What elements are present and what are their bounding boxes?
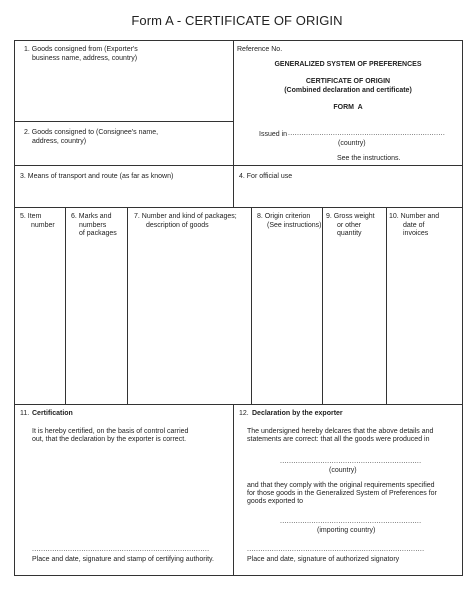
form-name: FORM A	[333, 104, 363, 111]
box11-signature-caption: Place and date, signature and stamp of certifying authority.	[32, 556, 214, 563]
divider-col8	[251, 207, 252, 404]
issued-in-country-caption: (country)	[338, 140, 366, 147]
col8-header: 8. Origin criterion	[257, 213, 311, 220]
box11-signature-field[interactable]: ...............................................................................	[32, 546, 210, 553]
divider-box1-box2	[15, 121, 233, 122]
reference-label: Reference No.	[237, 46, 283, 53]
col7-header: 7. Number and kind of packages;	[134, 213, 237, 220]
box12-text-2: and that they comply with the original requirements specified	[247, 482, 435, 489]
col10-header-cont: date of	[403, 222, 425, 229]
col6-header-cont: numbers	[79, 222, 107, 229]
divider-box3-box4	[233, 165, 234, 207]
certificate-form	[14, 40, 463, 576]
box11-text: It is hereby certified, on the basis of control carried	[32, 428, 189, 435]
box12-signature-field[interactable]: ...............................................................................	[247, 546, 425, 553]
box2-label-cont: address, country)	[32, 138, 87, 145]
divider-top-section	[15, 165, 462, 166]
divider-transport-section	[15, 207, 462, 208]
col7-header-cont: description of goods	[146, 222, 209, 229]
box3-label: 3. Means of transport and route (as far as known)	[20, 173, 174, 180]
gsp-heading: GENERALIZED SYSTEM OF PREFERENCES	[274, 61, 422, 68]
box12-signature-caption: Place and date, signature of authorized signatory	[247, 556, 400, 563]
box12-text: The undersigned hereby delcares that the above details and	[247, 428, 434, 435]
importing-country-caption: (importing country)	[317, 527, 376, 534]
see-instructions: See the instructions.	[337, 155, 401, 162]
production-country-field[interactable]: ...............................................................	[280, 458, 422, 465]
box1-label-cont: business name, address, country)	[32, 55, 138, 62]
box2-label: 2. Goods consigned to (Consignee's name,	[24, 129, 159, 136]
issued-in-field[interactable]: ......................................................................	[288, 130, 446, 137]
box11-heading: Certification	[32, 410, 73, 417]
production-country-caption: (country)	[329, 467, 357, 474]
col9-header: 9. Gross weight	[326, 213, 375, 220]
box12-heading: Declaration by the exporter	[252, 410, 343, 417]
divider-goods-section	[15, 404, 462, 405]
box12-text-3: for those goods in the Generalized System of Preferences for	[247, 490, 437, 497]
box12-number: 12.	[239, 410, 249, 417]
col6-header: 6. Marks and	[71, 213, 112, 220]
divider-col7	[127, 207, 128, 404]
divider-box11-box12	[233, 404, 234, 575]
divider-col6	[65, 207, 66, 404]
certificate-heading: CERTIFICATE OF ORIGIN	[305, 78, 391, 85]
col10-header: 10. Number and	[389, 213, 440, 220]
divider-col10	[386, 207, 387, 404]
box12-text-cont: statements are correct: that all the goods were produced in	[247, 436, 430, 443]
col10-header-cont2: invoices	[403, 230, 429, 237]
page-title: Form A - CERTIFICATE OF ORIGIN	[131, 13, 343, 28]
box11-number: 11.	[20, 410, 30, 417]
issued-in-label: Issued in	[259, 131, 288, 138]
col9-header-cont2: quantity	[337, 230, 362, 237]
importing-country-field[interactable]: ...............................................................	[280, 518, 422, 525]
col5-header: 5. Item	[20, 213, 42, 220]
divider-col9	[322, 207, 323, 404]
col8-header-cont: (See instructions)	[267, 222, 322, 229]
box1-label: 1. Goods consigned from (Exporter's	[24, 46, 138, 53]
col9-header-cont: or other	[337, 222, 362, 229]
certificate-subheading: (Combined declaration and certificate)	[284, 87, 412, 94]
box12-text-4: goods exported to	[247, 498, 304, 505]
box4-label: 4. For official use	[239, 173, 293, 180]
col5-header-cont: number	[31, 222, 55, 229]
box11-text-cont: out, that the declaration by the exporter is correct.	[32, 436, 187, 443]
col6-header-cont2: of packages	[79, 230, 117, 237]
